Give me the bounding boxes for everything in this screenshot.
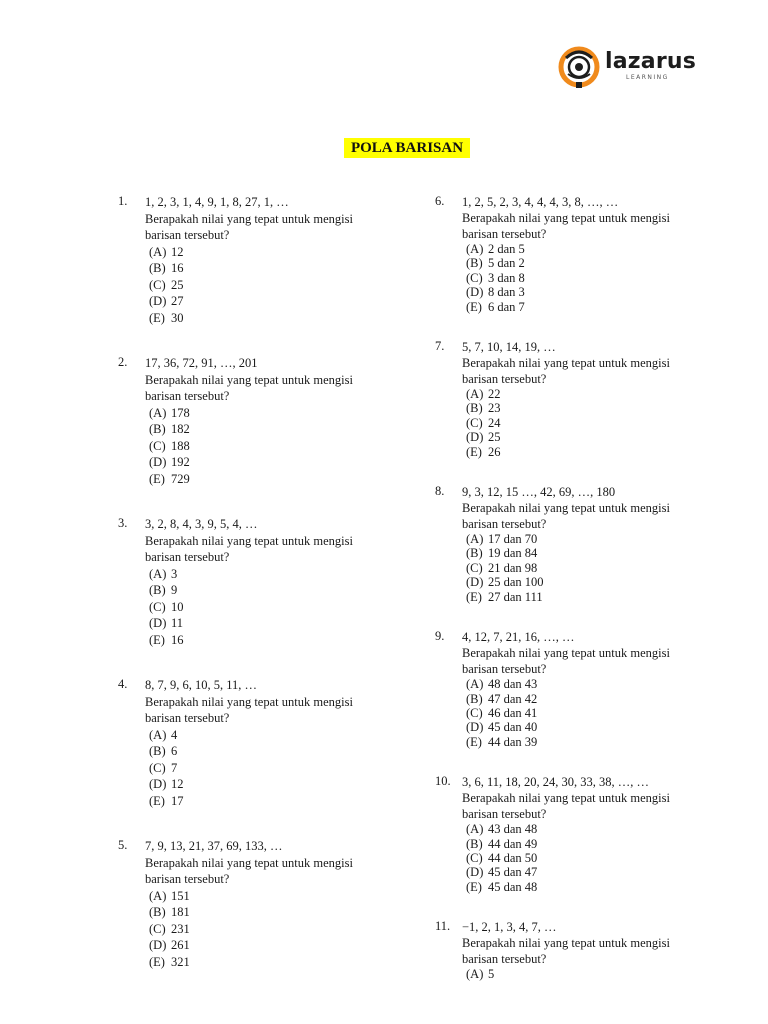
option-label: (A): [149, 244, 167, 259]
option-label: (B): [466, 546, 483, 561]
question-prompt: barisan tersebut?: [462, 517, 547, 532]
option-value: 321: [171, 954, 190, 969]
option-label: (B): [149, 905, 166, 919]
option-label: (A): [466, 822, 484, 837]
option-value: 5 dan 2: [488, 256, 525, 271]
answer-option: [462, 735, 735, 749]
option-label: (E): [466, 299, 482, 314]
option-value: 27: [171, 294, 184, 308]
option-value: 45 dan 40: [488, 720, 538, 735]
question-number: 4.: [118, 677, 128, 691]
logo-wordmark: lazarus: [605, 49, 697, 74]
option-value: 151: [171, 888, 190, 903]
question-prompt: Berapakah nilai yang tepat untuk mengisi: [145, 372, 353, 387]
answer-option: [145, 421, 408, 438]
option-value: 16: [171, 261, 184, 275]
option-label: (A): [149, 727, 167, 742]
right-question-column: [435, 194, 735, 1007]
option-label: (D): [149, 616, 167, 630]
option-label: (C): [149, 277, 166, 292]
option-value: 5: [488, 967, 495, 982]
answer-option: [462, 532, 735, 546]
option-label: (B): [466, 836, 483, 851]
question-prompt: Berapakah nilai yang tepat untuk mengisi: [145, 694, 353, 709]
question-body: [462, 194, 735, 314]
question-item: [435, 629, 735, 749]
answer-option: [462, 387, 735, 401]
option-label: (D): [149, 294, 167, 308]
option-value: 3 dan 8: [488, 270, 525, 285]
option-value: 30: [171, 310, 184, 325]
answer-option: [145, 760, 408, 777]
answer-option: [462, 256, 735, 270]
option-label: (B): [149, 744, 166, 758]
option-label: (A): [466, 242, 484, 256]
answer-option: [145, 471, 408, 488]
option-label: (A): [466, 967, 484, 982]
answer-option: [462, 285, 735, 299]
question-item: [435, 194, 735, 314]
answer-option: [462, 851, 735, 865]
option-value: 16: [171, 632, 184, 647]
option-label: (C): [149, 599, 166, 614]
answer-option: [462, 242, 735, 256]
question-prompt: Berapakah nilai yang tepat untuk mengisi: [462, 936, 670, 951]
question-prompt: barisan tersebut?: [462, 952, 547, 967]
option-value: 47 dan 42: [488, 691, 538, 706]
option-value: 17: [171, 793, 184, 808]
lazarus-emblem-icon: [558, 44, 602, 90]
question-prompt: barisan tersebut?: [145, 228, 230, 242]
answer-option: [145, 310, 408, 327]
question-item: [118, 355, 408, 487]
question-number: 11.: [435, 919, 451, 934]
option-value: 44 dan 49: [488, 836, 538, 851]
question-sequence: 17, 36, 72, 91, …, 201: [145, 356, 258, 370]
option-label: (C): [466, 270, 483, 285]
option-label: (B): [149, 261, 166, 275]
question-sequence: 4, 12, 7, 21, 16, …, …: [462, 630, 575, 645]
option-value: 8 dan 3: [488, 285, 525, 300]
question-number: 3.: [118, 516, 128, 530]
answer-option: [462, 561, 735, 575]
option-value: 12: [171, 244, 184, 259]
option-value: 25: [171, 277, 184, 292]
question-body: [462, 774, 735, 894]
answer-option: [462, 401, 735, 415]
answer-option: [145, 954, 408, 971]
option-label: (D): [466, 575, 484, 590]
answer-option: [462, 445, 735, 459]
option-value: 26: [488, 444, 501, 459]
question-item: [118, 516, 408, 648]
question-prompt: barisan tersebut?: [145, 389, 230, 403]
option-value: 729: [171, 471, 190, 486]
option-value: 22: [488, 387, 501, 402]
answer-option: [145, 743, 408, 760]
option-label: (E): [149, 632, 165, 647]
option-value: 10: [171, 599, 184, 614]
option-value: 17 dan 70: [488, 532, 538, 547]
option-label: (D): [466, 285, 484, 300]
option-label: (D): [466, 720, 484, 735]
option-label: (B): [466, 256, 483, 271]
option-label: (E): [466, 589, 482, 604]
question-body: [145, 516, 408, 648]
question-body: [145, 677, 408, 809]
question-prompt: Berapakah nilai yang tepat untuk mengisi: [462, 501, 670, 516]
answer-option: [462, 692, 735, 706]
question-sequence: −1, 2, 1, 3, 4, 7, …: [462, 920, 557, 935]
question-item: [435, 919, 735, 981]
option-label: (E): [466, 879, 482, 894]
option-value: 11: [171, 616, 184, 630]
answer-option: [145, 793, 408, 810]
question-prompt: barisan tersebut?: [462, 372, 547, 387]
question-prompt: barisan tersebut?: [462, 227, 547, 241]
option-label: (E): [149, 793, 165, 808]
option-value: 24: [488, 415, 501, 430]
answer-option: [145, 937, 408, 954]
question-prompt: Berapakah nilai yang tepat untuk mengisi: [462, 211, 670, 225]
question-body: [462, 919, 735, 981]
answer-option: [145, 921, 408, 938]
question-sequence: 9, 3, 12, 15 …, 42, 69, …, 180: [462, 485, 616, 500]
question-body: [462, 339, 735, 459]
option-value: 2 dan 5: [488, 242, 525, 256]
answer-option: [462, 430, 735, 444]
question-number: 7.: [435, 339, 445, 354]
option-value: 45 dan 48: [488, 879, 538, 894]
answer-option: [145, 632, 408, 649]
option-value: 23: [488, 401, 501, 416]
answer-option: [462, 706, 735, 720]
option-value: 181: [171, 905, 190, 919]
question-body: [145, 355, 408, 487]
question-sequence: 1, 2, 5, 2, 3, 4, 4, 4, 3, 8, …, …: [462, 195, 619, 209]
lazarus-logo: [558, 44, 698, 94]
answer-option: [462, 590, 735, 604]
option-value: 3: [171, 566, 178, 581]
answer-option: [462, 416, 735, 430]
question-number: 2.: [118, 355, 128, 369]
question-item: [118, 677, 408, 809]
option-value: 44 dan 39: [488, 734, 538, 749]
option-label: (B): [466, 401, 483, 416]
answer-option: [145, 615, 408, 632]
option-label: (E): [466, 734, 482, 749]
option-value: 27 dan 111: [488, 589, 543, 604]
question-sequence: 3, 6, 11, 18, 20, 24, 30, 33, 38, …, …: [462, 775, 650, 790]
answer-option: [462, 865, 735, 879]
question-item: [118, 838, 408, 970]
answer-option: [145, 904, 408, 921]
option-value: 7: [171, 760, 178, 775]
question-sequence: 1, 2, 3, 1, 4, 9, 1, 8, 27, 1, …: [145, 195, 289, 209]
question-body: [462, 484, 735, 604]
answer-option: [145, 599, 408, 616]
option-value: 231: [171, 921, 190, 936]
question-number: 6.: [435, 194, 445, 208]
question-body: [145, 194, 408, 326]
option-value: 192: [171, 455, 190, 469]
question-number: 9.: [435, 629, 445, 644]
question-prompt: Berapakah nilai yang tepat untuk mengisi: [462, 646, 670, 661]
question-sequence: 3, 2, 8, 4, 3, 9, 5, 4, …: [145, 517, 258, 531]
answer-option: [462, 837, 735, 851]
question-item: [435, 774, 735, 894]
option-label: (C): [466, 415, 483, 430]
option-label: (D): [149, 938, 167, 952]
answer-option: [145, 244, 408, 261]
question-prompt: Berapakah nilai yang tepat untuk mengisi: [145, 211, 353, 226]
answer-option: [462, 822, 735, 836]
answer-option: [462, 967, 735, 981]
question-number: 10.: [435, 774, 451, 789]
option-label: (E): [149, 310, 165, 325]
option-label: (D): [466, 430, 484, 445]
option-label: (A): [149, 566, 167, 581]
option-label: (E): [149, 954, 165, 969]
option-value: 25 dan 100: [488, 575, 544, 590]
answer-option: [145, 566, 408, 583]
option-label: (C): [466, 850, 483, 865]
left-question-column: [118, 194, 408, 999]
option-label: (E): [466, 444, 482, 459]
option-value: 9: [171, 583, 178, 597]
option-label: (D): [149, 777, 167, 791]
option-value: 4: [171, 727, 178, 742]
option-label: (A): [149, 888, 167, 903]
answer-option: [145, 277, 408, 294]
option-value: 25: [488, 430, 501, 445]
answer-option: [462, 546, 735, 560]
option-label: (C): [149, 760, 166, 775]
option-value: 6 dan 7: [488, 299, 525, 314]
question-prompt: Berapakah nilai yang tepat untuk mengisi: [462, 791, 670, 806]
option-label: (B): [149, 422, 166, 436]
answer-option: [145, 776, 408, 793]
option-value: 178: [171, 405, 190, 420]
question-prompt: Berapakah nilai yang tepat untuk mengisi: [145, 855, 353, 870]
option-label: (B): [466, 691, 483, 706]
question-sequence: 5, 7, 10, 14, 19, …: [462, 340, 556, 355]
question-prompt: barisan tersebut?: [462, 662, 547, 677]
option-value: 261: [171, 938, 190, 952]
question-item: [118, 194, 408, 326]
option-value: 48 dan 43: [488, 677, 538, 692]
question-prompt: Berapakah nilai yang tepat untuk mengisi: [145, 533, 353, 548]
answer-option: [145, 582, 408, 599]
question-number: 8.: [435, 484, 445, 499]
question-prompt: Berapakah nilai yang tepat untuk mengisi: [462, 356, 670, 371]
option-value: 21 dan 98: [488, 560, 538, 575]
question-body: [462, 629, 735, 749]
question-sequence: 7, 9, 13, 21, 37, 69, 133, …: [145, 839, 283, 853]
answer-option: [462, 720, 735, 734]
question-sequence: 8, 7, 9, 6, 10, 5, 11, …: [145, 678, 258, 692]
question-prompt: barisan tersebut?: [145, 711, 230, 725]
option-label: (C): [149, 921, 166, 936]
answer-option: [462, 880, 735, 894]
option-value: 43 dan 48: [488, 822, 538, 837]
option-label: (C): [466, 560, 483, 575]
option-value: 45 dan 47: [488, 865, 538, 880]
logo-subtitle: LEARNING: [626, 74, 669, 81]
question-body: [145, 838, 408, 970]
option-label: (A): [466, 387, 484, 402]
answer-option: [145, 293, 408, 310]
answer-option: [145, 888, 408, 905]
answer-option: [462, 677, 735, 691]
answer-option: [462, 300, 735, 314]
option-label: (A): [466, 677, 484, 692]
option-label: (A): [149, 405, 167, 420]
answer-option: [145, 260, 408, 277]
option-label: (D): [149, 455, 167, 469]
answer-option: [462, 575, 735, 589]
option-value: 188: [171, 438, 190, 453]
question-item: [435, 484, 735, 604]
option-value: 182: [171, 422, 190, 436]
option-label: (C): [149, 438, 166, 453]
option-label: (C): [466, 705, 483, 720]
answer-option: [145, 727, 408, 744]
option-label: (E): [149, 471, 165, 486]
question-prompt: barisan tersebut?: [145, 872, 230, 886]
question-prompt: barisan tersebut?: [462, 807, 547, 822]
question-prompt: barisan tersebut?: [145, 550, 230, 564]
option-value: 6: [171, 744, 178, 758]
question-number: 5.: [118, 838, 128, 852]
option-value: 44 dan 50: [488, 850, 538, 865]
option-label: (A): [466, 532, 484, 547]
option-label: (D): [466, 865, 484, 880]
answer-option: [462, 271, 735, 285]
page-title: POLA BARISAN: [344, 138, 470, 158]
question-item: [435, 339, 735, 459]
answer-option: [145, 405, 408, 422]
answer-option: [145, 454, 408, 471]
option-value: 19 dan 84: [488, 546, 538, 561]
option-label: (B): [149, 583, 166, 597]
question-number: 1.: [118, 194, 128, 208]
option-value: 46 dan 41: [488, 705, 538, 720]
answer-option: [145, 438, 408, 455]
option-value: 12: [171, 777, 184, 791]
